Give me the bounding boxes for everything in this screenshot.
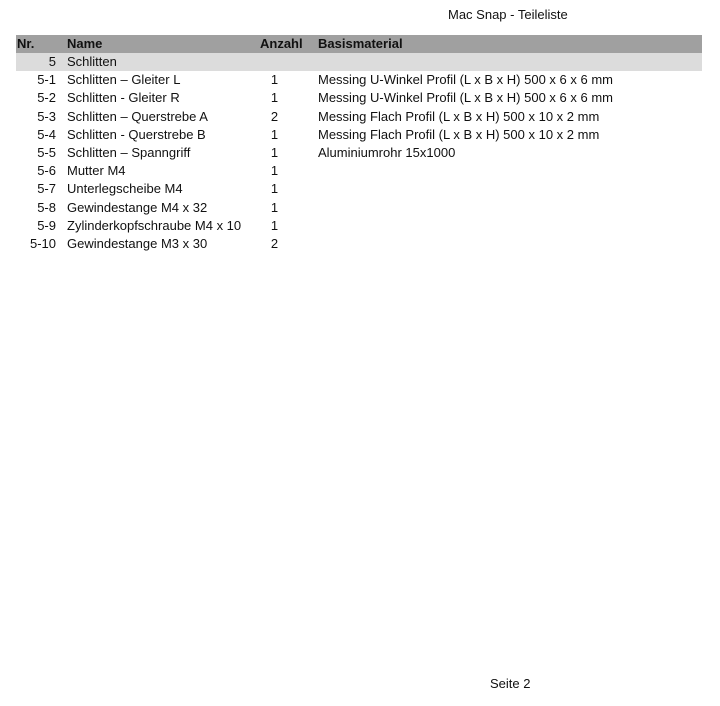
cell-anzahl: 2 [270,108,279,124]
cell-anzahl: 2 [270,235,279,251]
table-row [16,126,702,144]
parts-table [16,35,702,253]
cell-anzahl: 1 [270,90,279,106]
cell-anzahl: 1 [270,144,279,160]
table-row [16,108,702,126]
cell-name: Gewindestange M3 x 30 [67,235,208,251]
cell-nr: 5-5 [37,144,56,160]
cell-name: Schlitten - Querstrebe B [67,126,206,142]
cell-name: Gewindestange M4 x 32 [67,199,208,215]
group-name: Schlitten [67,54,117,69]
cell-nr: 5-8 [37,199,56,215]
cell-name: Zylinderkopfschraube M4 x 10 [67,217,242,233]
cell-nr: 5-1 [37,72,56,88]
cell-name: Schlitten - Gleiter R [67,90,180,106]
column-header-nr: Nr. [17,36,35,51]
page-number: Seite 2 [490,676,531,691]
cell-nr: 5-3 [37,108,56,124]
group-row [16,53,702,71]
table-row [16,162,702,180]
cell-nr: 5-2 [37,90,56,106]
cell-anzahl: 1 [270,217,279,233]
cell-name: Schlitten – Gleiter L [67,72,181,88]
column-header-anzahl: Anzahl [260,36,303,51]
group-nr: 5 [48,54,56,69]
table-row [16,235,702,253]
table-row [16,89,702,107]
cell-name: Unterlegscheibe M4 [67,181,183,197]
cell-anzahl: 1 [270,199,279,215]
table-row [16,180,702,198]
column-header-basismaterial: Basismaterial [318,36,403,51]
cell-name: Schlitten – Spanngriff [67,144,191,160]
table-header-row [16,35,702,53]
cell-nr: 5-10 [29,235,56,251]
cell-anzahl: 1 [270,126,279,142]
cell-basismaterial: Messing Flach Profil (L x B x H) 500 x 10 x 2 mm [318,108,600,124]
cell-basismaterial: Messing U-Winkel Profil (L x B x H) 500 x 6 x 6 mm [318,90,613,106]
column-header-name: Name [67,36,103,51]
table-row [16,217,702,235]
cell-name: Mutter M4 [67,163,126,179]
table-row [16,199,702,217]
cell-anzahl: 1 [270,72,279,88]
cell-basismaterial: Messing U-Winkel Profil (L x B x H) 500 x 6 x 6 mm [318,72,613,88]
cell-name: Schlitten – Querstrebe A [67,108,208,124]
table-row [16,144,702,162]
cell-nr: 5-9 [37,217,56,233]
cell-nr: 5-6 [37,163,56,179]
cell-nr: 5-4 [37,126,56,142]
cell-basismaterial: Messing Flach Profil (L x B x H) 500 x 10 x 2 mm [318,126,600,142]
cell-anzahl: 1 [270,181,279,197]
document-title: Mac Snap - Teileliste [448,7,568,22]
cell-anzahl: 1 [270,163,279,179]
cell-nr: 5-7 [37,181,56,197]
cell-basismaterial: Aluminiumrohr 15x1000 [318,144,456,160]
table-row [16,71,702,89]
